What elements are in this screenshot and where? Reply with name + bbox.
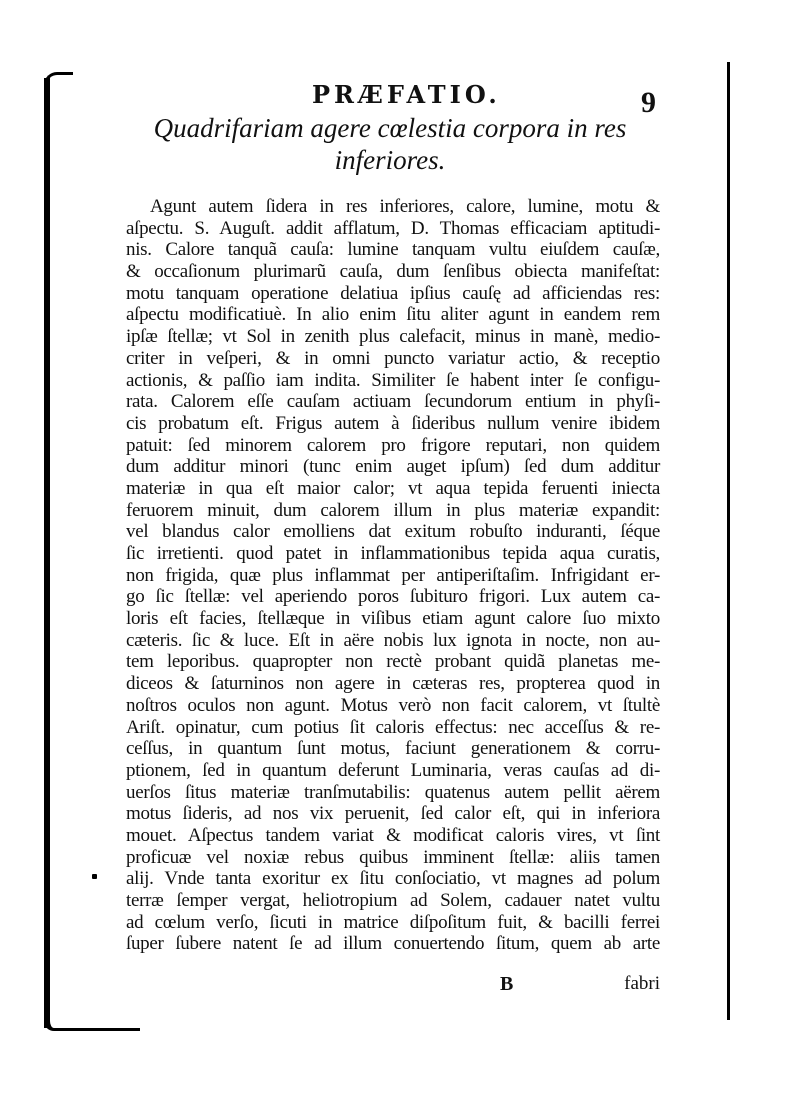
text-line: feruorem minuit, dum calorem illum in plus materiæ expandit:: [126, 499, 660, 521]
text-line: non frigida, quæ plus inflammat per antiperiſtaſim. Infrigidant er-: [126, 564, 660, 586]
ink-speck: [92, 874, 97, 879]
text-line: diceos & ſaturninos non agere in cæteras res, propterea quod in: [126, 673, 660, 695]
text-line: nis. Calore tanquã cauſa: lumine tanquam vultu eiuſdem cauſæ,: [126, 239, 660, 261]
text-line: Ariſt. opinatur, cum potius ſit caloris effectus: nec acceſſus & re-: [126, 716, 660, 738]
text-line: motus ſideris, ad nos vix peruenit, ſed calor eſt, qui in inferiora: [126, 803, 660, 825]
text-line: mouet. Aſpectus tandem variat & modificat caloris vires, vt ſint: [126, 824, 660, 846]
binding-foot-mark: [44, 1010, 140, 1031]
text-line: uerſos ſitus materiæ tranſmutabilis: quatenus autem pellit aërem: [126, 781, 660, 803]
text-line: ceſſus, in quantum ſunt motus, faciunt generationem & corru-: [126, 738, 660, 760]
text-line: ipſæ ſtellæ; vt Sol in zenith plus calefacit, minus in manè, medio-: [126, 326, 660, 348]
binding-edge: [44, 78, 50, 1028]
chapter-heading: [150, 112, 630, 176]
text-line: cæteris. ſic & luce. Eſt in aëre nobis lux ignota in nocte, non au-: [126, 629, 660, 651]
text-line: Agunt autem ſidera in res inferiores, calore, lumine, motu &: [150, 196, 660, 217]
text-line: ſuper ſubere natent ſe ad illum conuertendo ſitum, quem ab arte: [126, 933, 660, 955]
text-line: go ſic ſtellæ: vel aperiendo poros ſubituro frigori. Lux autem ca-: [126, 586, 660, 608]
page-footer: [126, 973, 660, 999]
text-line: & occaſionum plurimarũ cauſa, dum ſenſibus obiecta manifeſtat:: [126, 261, 660, 283]
running-head: PRÆFATIO.: [312, 80, 501, 109]
text-line: aſpectu modificatiuè. In alio enim ſitu aliter agunt in eandem rem: [126, 304, 660, 326]
signature-mark: B: [500, 973, 514, 995]
text-line: actionis, & paſſio iam indita. Similiter ſe habent inter ſe configu-: [126, 369, 660, 391]
binding-corner-mark: [44, 72, 73, 85]
text-line: materiæ in qua eſt maior calor; vt aqua tepida feruenti iniecta: [126, 477, 660, 499]
text-line: rata. Calorem eſſe cauſam actiuam ſecundorum entium in phyſi-: [126, 391, 660, 413]
text-line: ad cœlum verſo, ſicuti in matrice diſpoſitum fuit, & bacilli ferrei: [126, 911, 660, 933]
text-line: proficuæ vel noxiæ rebus quibus imminent ſtellæ: aliis tamen: [126, 846, 660, 868]
text-line: aſpectu. S. Auguſt. addit afflatum, D. Thomas efficaciam aptitudi-: [126, 217, 660, 239]
text-line: motu tanquam operatione delatiua ipſius cauſę ad afficiendas res:: [126, 282, 660, 304]
text-line: ptionem, ſed in quantum deferunt Luminaria, veras cauſas ad di-: [126, 759, 660, 781]
chapter-heading-line: Quadrifariam agere cœlestia corpora in res: [153, 113, 627, 143]
text-line: cis probatum eſt. Frigus autem à ſideribus nullum venire ibidem: [126, 412, 660, 434]
text-line: noſtros oculos non agunt. Motus verò non facit calorem, vt ſtultè: [126, 694, 660, 716]
text-line: terræ ſemper vergat, heliotropium ad Solem, cadauer natet vultu: [126, 890, 660, 911]
body-paragraph: [126, 196, 660, 955]
text-line: patuit: ſed minorem calorem pro frigore reputari, non quidem: [126, 434, 660, 456]
text-line: dum additur minori (tunc enim auget ipſum) ſed dum additur: [126, 456, 660, 478]
chapter-heading-line: inferiores.: [334, 145, 446, 175]
page-number: 9: [641, 86, 656, 119]
catchword: fabri: [624, 973, 660, 994]
text-line: tem leporibus. quapropter non rectè probant quidã planetas me-: [126, 651, 660, 673]
text-line: criter in veſperi, & in omni puncto variatur actio, & receptio: [126, 347, 660, 369]
text-line: loris eſt facies, ſtellæque in viſibus etiam agunt calore ſuo mixto: [126, 608, 660, 630]
page-right-edge: [727, 62, 730, 1020]
text-line: alij. Vnde tanta exoritur ex ſitu conſociatio, vt magnes ad polum: [126, 868, 660, 890]
text-line: ſic irretienti. quod patet in inflammationibus tepida aqua curatis,: [126, 543, 660, 564]
text-line: vel blandus calor emolliens dat exitum robuſto induranti, ſéque: [126, 521, 660, 543]
